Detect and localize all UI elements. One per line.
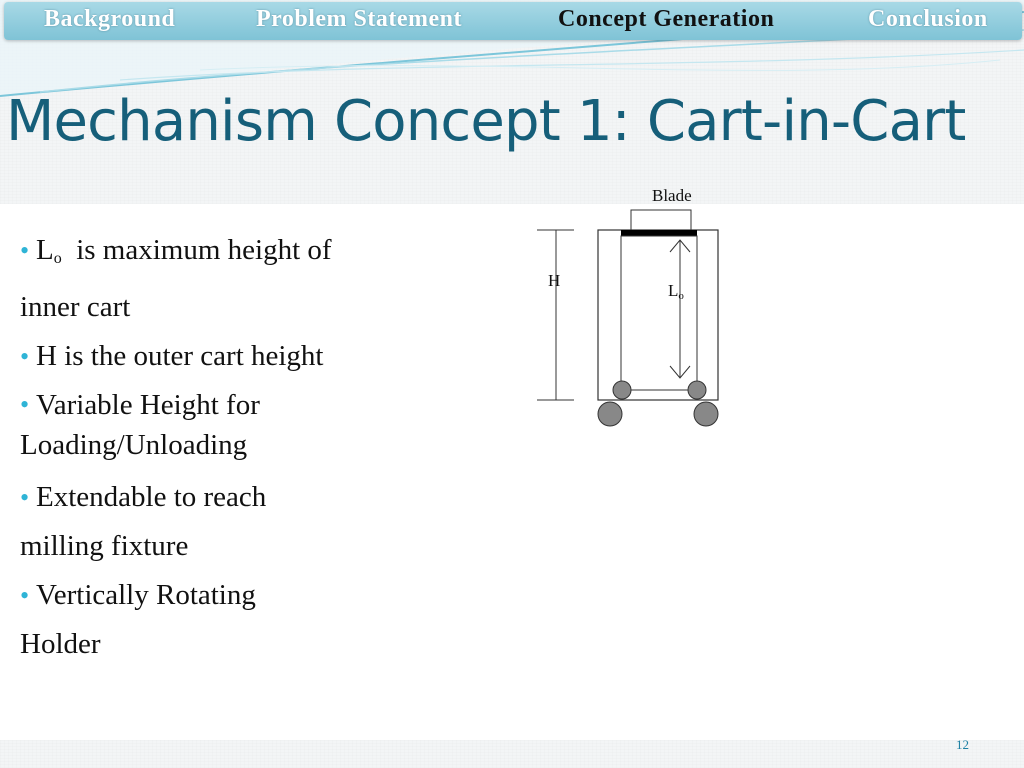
slide-title: Mechanism Concept 1: Cart-in-Cart: [6, 89, 966, 154]
lo-label: Lo: [668, 281, 684, 302]
bullet-item: • H is the outer cart height: [20, 332, 420, 381]
h-label: H: [548, 271, 561, 290]
outer-cart: [598, 230, 718, 400]
nav-item-background[interactable]: Background: [44, 6, 176, 32]
bullet-item: • $L_o$ is maximum height of inner cart: [20, 226, 420, 332]
bullet-dot-icon: •: [20, 483, 30, 512]
bullet-dot-icon: •: [20, 342, 30, 371]
nav-item-concept-generation[interactable]: Concept Generation: [558, 6, 775, 32]
nav-item-problem-statement[interactable]: Problem Statement: [256, 6, 463, 32]
bullet-dot-icon: •: [20, 390, 30, 419]
blade-bar: [621, 230, 697, 236]
nav-item-conclusion[interactable]: Conclusion: [868, 6, 988, 32]
bullet-item: • Variable Height for Loading/Unloading: [20, 385, 420, 465]
cart-diagram-svg: [520, 180, 740, 436]
outer-wheel-right: [694, 402, 718, 426]
inner-cart: [621, 236, 697, 390]
page-number: 12: [956, 737, 969, 752]
inner-wheel-left: [613, 381, 631, 399]
blade-holder: [631, 210, 691, 230]
bullet-dot-icon: •: [20, 581, 30, 610]
bullet-list: [20, 226, 420, 669]
inner-wheel-right: [688, 381, 706, 399]
outer-wheel-left: [598, 402, 622, 426]
bullet-item: • Vertically Rotating Holder: [20, 571, 420, 669]
bullet-item: • Extendable to reach milling fixture: [20, 473, 420, 571]
bullet-dot-icon: •: [20, 236, 30, 265]
blade-label: Blade: [652, 186, 692, 205]
cart-in-cart-diagram: [520, 180, 740, 436]
